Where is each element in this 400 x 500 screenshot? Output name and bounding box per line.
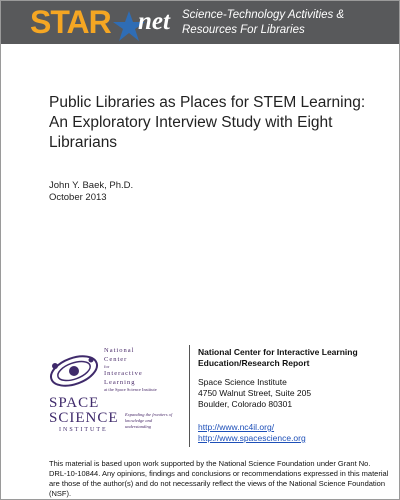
nc4il-link[interactable]: http://www.nc4il.org/ (198, 422, 275, 432)
space-science-institute-logo (47, 344, 177, 444)
spacescience-link[interactable]: http://www.spacescience.org (198, 433, 306, 443)
ncil-wordmark (104, 347, 176, 393)
report-title: Public Libraries as Places for STEM Learning: An Exploratory Interview Study with Eight Librarians (49, 94, 366, 151)
org-name: National Center for Interactive Learning Education/Research Report (198, 347, 358, 368)
logo-institute: INSTITUTE (59, 427, 108, 433)
address (198, 377, 311, 410)
author: John Y. Baek, Ph.D. (49, 180, 134, 191)
ncil-line: Interactive (104, 370, 143, 377)
ncil-line: for (104, 364, 110, 369)
ncil-line: National (104, 347, 135, 354)
ncil-line: Center (104, 355, 128, 363)
funding-disclaimer: This material is based upon work supported by the National Science Foundation under Grant No. DRL-10-10844. Any opinions, findings and conclusions or recommendations expressed in this material are those of the author(s) and do not necessarily reflect the views of the National Science Foundation (NSF). (49, 459, 389, 498)
header-tagline: Science-Technology Activities & Resources For Libraries (182, 9, 345, 36)
header-banner (1, 1, 399, 44)
address-line: Space Science Institute (198, 377, 287, 387)
ncil-line: Learning (104, 378, 136, 386)
address-line: Boulder, Colorado 80301 (198, 399, 293, 409)
logo-motto: Expanding the frontiers of knowledge and understanding (125, 412, 173, 429)
logo-science: SCIENCE (49, 410, 119, 426)
logo-space: SPACE (49, 395, 100, 411)
publication-date: October 2013 (49, 192, 107, 203)
orbit-icon (47, 344, 101, 396)
ncil-line: at the Space Science Institute (104, 387, 157, 392)
logo-star-text: STAR (30, 4, 111, 40)
vertical-divider (189, 345, 190, 447)
address-line: 4750 Walnut Street, Suite 205 (198, 388, 312, 398)
logo-net-text: net (138, 8, 170, 35)
